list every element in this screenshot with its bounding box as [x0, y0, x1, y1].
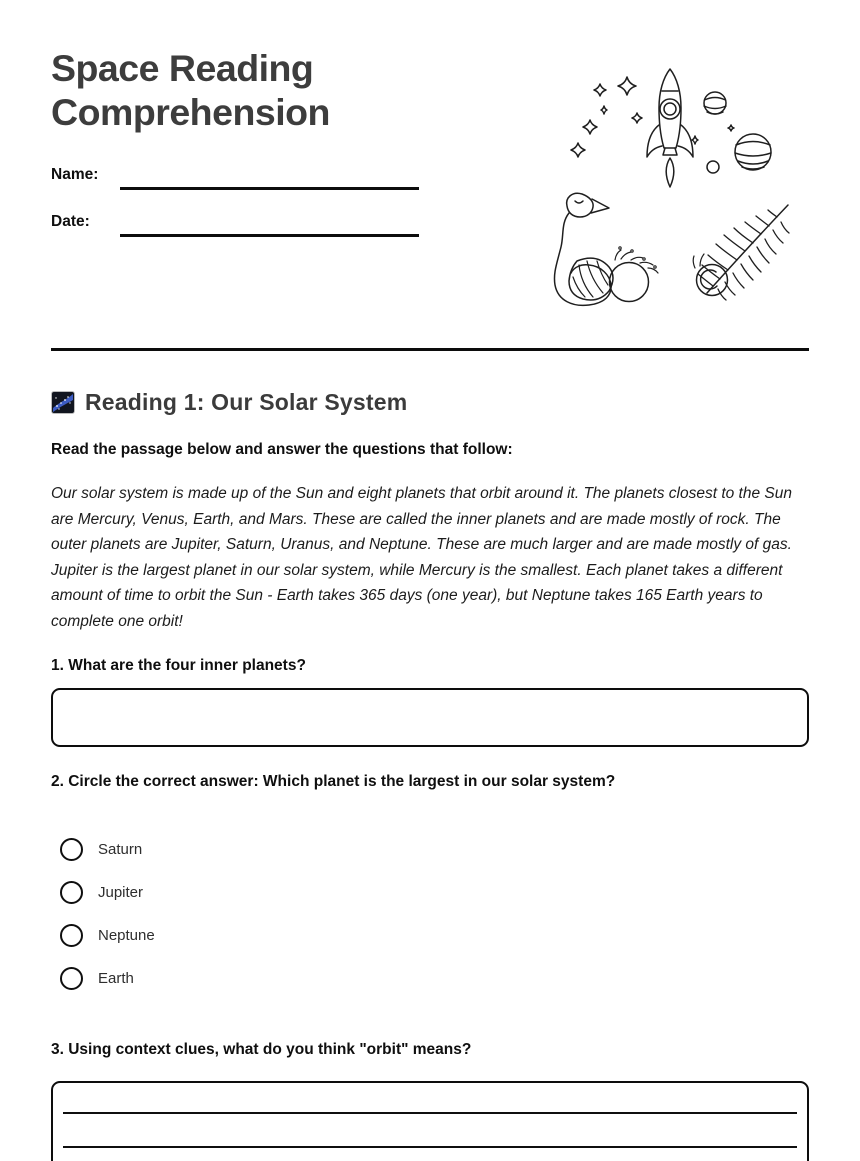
- rocket-icon: [647, 69, 693, 187]
- striped-planet-icon: [704, 92, 771, 170]
- radio-circle-saturn[interactable]: [60, 838, 83, 861]
- section-divider: [51, 348, 809, 351]
- small-planet-icon: [707, 161, 719, 173]
- choice-row-neptune[interactable]: [60, 924, 155, 947]
- name-input-line[interactable]: [120, 187, 419, 190]
- fern-leaf-icon: [693, 205, 789, 300]
- option-label-neptune: Neptune: [98, 927, 155, 944]
- radio-circle-earth[interactable]: [60, 967, 83, 990]
- section-heading-text: Reading 1: Our Solar System: [85, 389, 408, 415]
- question-2-options: [60, 838, 155, 1010]
- writing-rule-line: [63, 1112, 797, 1114]
- space-doodles-illustration: [545, 55, 817, 318]
- option-label-earth: Earth: [98, 970, 134, 987]
- question-3-label: 3. Using context clues, what do you think "orbit" means?: [51, 1041, 472, 1058]
- choice-row-jupiter[interactable]: [60, 881, 155, 904]
- section-heading: [51, 389, 407, 416]
- radio-circle-neptune[interactable]: [60, 924, 83, 947]
- date-label: Date:: [51, 213, 90, 230]
- question-2-label: 2. Circle the correct answer: Which planet is the largest in our solar system?: [51, 773, 616, 790]
- reading-passage: Our solar system is made up of the Sun and eight planets that orbit around it. The planets closest to the Sun are Mercury, Venus, Earth, and Mars. These are called the inner planets and are made mostly of rock. The outer planets are Jupiter, Saturn, Uranus, and Neptune. These are much larger and are made mostly of gas. Jupiter is the largest planet in our solar system, while Mercury is the smallest. Each planet takes a different amount of time to orbit the Sun - Earth takes 365 days (one year), but Neptune takes 165 Earth years to complete one orbit!: [51, 485, 792, 630]
- writing-rule-line: [63, 1146, 797, 1148]
- question-1-answer-box[interactable]: [51, 688, 809, 747]
- sparkle-stars-icon: [571, 77, 734, 157]
- swan-icon: [554, 193, 658, 305]
- radio-circle-jupiter[interactable]: [60, 881, 83, 904]
- moon-ball-icon: [610, 263, 649, 302]
- space-doodles-svg: [545, 55, 817, 313]
- question-3-answer-box[interactable]: [51, 1081, 809, 1161]
- question-1-label: 1. What are the four inner planets?: [51, 657, 306, 674]
- option-label-saturn: Saturn: [98, 841, 143, 858]
- choice-row-earth[interactable]: [60, 967, 155, 990]
- name-label: Name:: [51, 166, 99, 183]
- choice-row-saturn[interactable]: [60, 838, 155, 861]
- page-title: Space Reading Comprehension: [51, 47, 330, 133]
- milky-way-icon: [51, 391, 75, 414]
- date-input-line[interactable]: [120, 234, 419, 237]
- instructions-text: Read the passage below and answer the questions that follow:: [51, 441, 513, 458]
- option-label-jupiter: Jupiter: [98, 884, 144, 901]
